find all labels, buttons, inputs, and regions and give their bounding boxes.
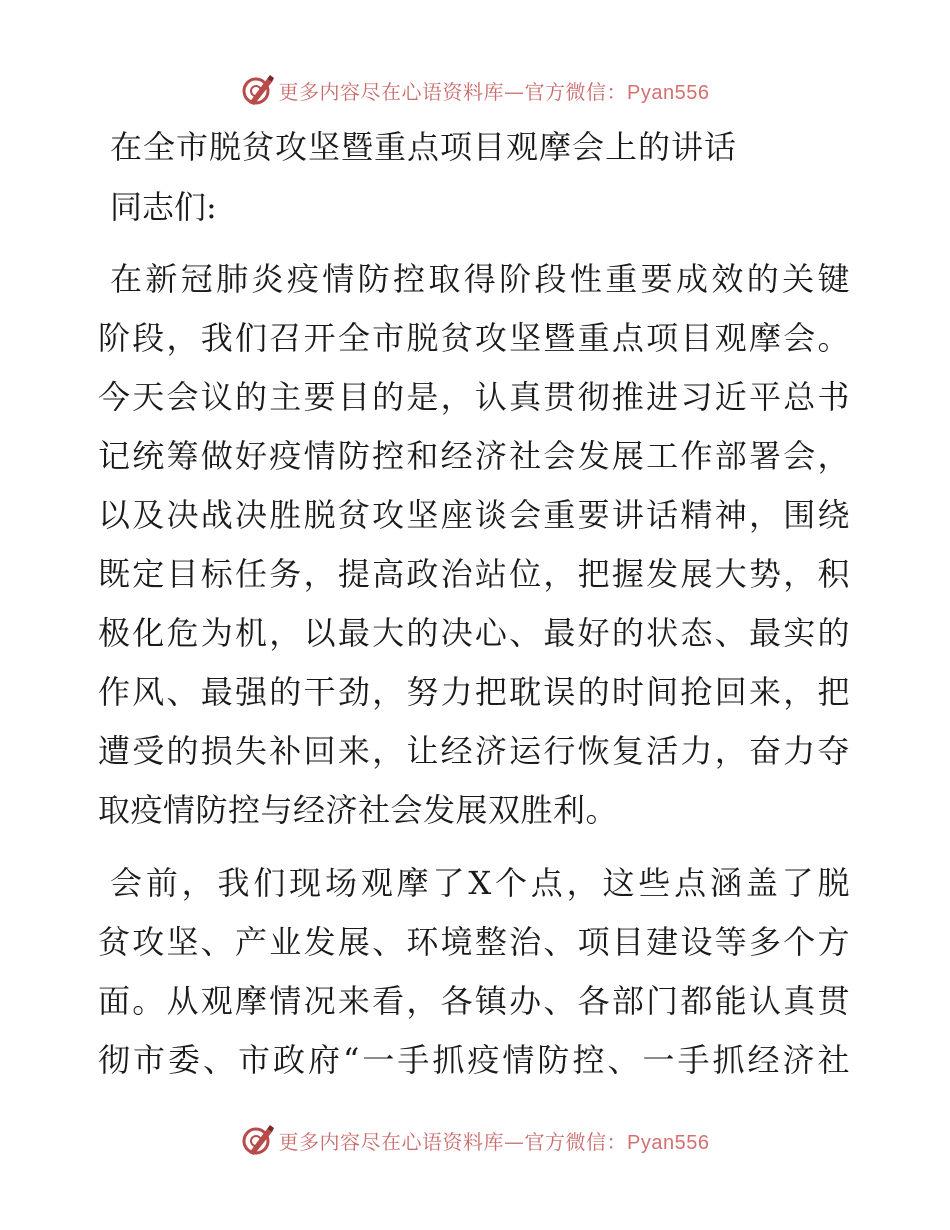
paragraph-line: 取疫情防控与经济社会发展双胜利。 (98, 791, 619, 829)
paragraph-1 (98, 250, 850, 840)
watermark-wechat-label: 官方微信： (524, 1129, 628, 1154)
paragraph-line: 在新冠肺炎疫情防控取得阶段性重要成效的关键 (110, 260, 850, 298)
watermark-dash: — (504, 1129, 525, 1154)
paragraph-line: 作风、最强的干劲，努力把耽误的时间抢回来，把 (98, 673, 850, 711)
paragraph-line: 会前，我们现场观摩了X个点，这些点涵盖了脱 (110, 864, 850, 902)
watermark-wechat-id: Pyan556 (627, 81, 710, 104)
paragraph-line: 面。从观摩情况来看，各镇办、各部门都能认真贯 (98, 982, 850, 1020)
watermark-site-text: 更多内容尽在心语资料库 (278, 1129, 505, 1154)
salutation: 同志们: (110, 188, 217, 226)
paragraph-line: 极化危为机，以最大的决心、最好的状态、最实的 (98, 614, 850, 652)
paragraph-line: 贫攻坚、产业发展、环境整治、项目建设等多个方 (98, 923, 850, 961)
watermark-text (279, 76, 710, 105)
paragraph-line: 记统筹做好疫情防控和经济社会发展工作部署会， (98, 437, 850, 475)
document-title: 在全市脱贫攻坚暨重点项目观摩会上的讲话 (110, 128, 738, 166)
paragraph-line: 阶段，我们召开全市脱贫攻坚暨重点项目观摩会。 (98, 319, 850, 357)
watermark-dash: — (504, 79, 525, 104)
red-pen-circle-logo-icon (241, 1123, 275, 1157)
paragraph-line: 今天会议的主要目的是，认真贯彻推进习近平总书 (98, 378, 850, 416)
paragraph-line: 以及决战决胜脱贫攻坚座谈会重要讲话精神，围绕 (98, 496, 850, 534)
paragraph-line: 彻市委、市政府“一手抓疫情防控、一手抓经济社 (98, 1041, 850, 1079)
watermark-site-text: 更多内容尽在心语资料库 (278, 79, 505, 104)
watermark-wechat-label: 官方微信： (524, 79, 628, 104)
red-pen-circle-logo-icon (241, 73, 275, 107)
paragraph-line: 遭受的损失补回来，让经济运行恢复活力，奋力夺 (98, 732, 850, 770)
paragraph-2 (98, 854, 850, 1090)
document-body (98, 118, 850, 1104)
watermark-wechat-id: Pyan556 (627, 1131, 710, 1154)
watermark-text (279, 1126, 710, 1155)
paragraph-line: 既定目标任务，提高政治站位，把握发展大势，积 (98, 555, 850, 593)
header-watermark (0, 70, 950, 110)
footer-watermark (0, 1120, 950, 1160)
